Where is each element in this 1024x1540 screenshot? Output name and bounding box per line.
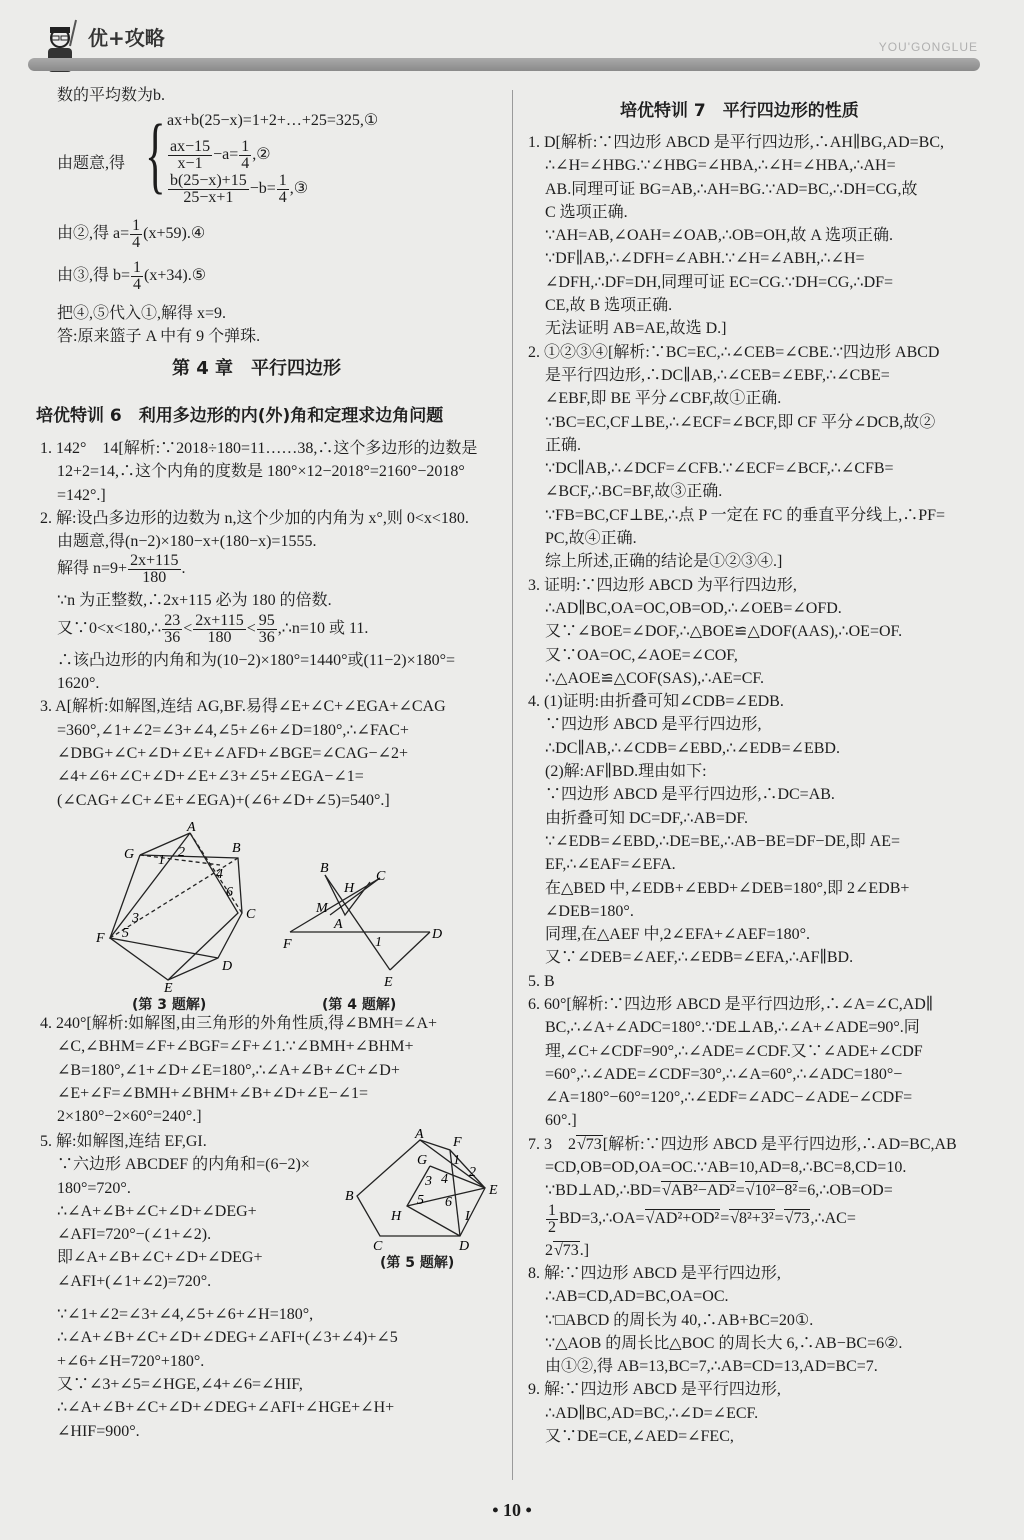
text-line: ∴该凸边形的内角和为(10−2)×180°=1440°或(11−2)×180°= (57, 651, 456, 669)
text-line: ∵△AOB 的周长比△BOC 的周长大 6,∴AB−BC=6②. (545, 1334, 903, 1352)
system-equations (167, 104, 378, 206)
text-line: 5. B (528, 972, 555, 990)
fig4-label: D (432, 927, 443, 942)
text-line: ∵∠1+∠2=∠3+∠4,∠5+∠6+∠H=180°, (57, 1306, 314, 1324)
text-line: 无法证明 AB=AE,故选 D.] (545, 320, 727, 338)
text-line: C 选项正确. (545, 203, 628, 221)
fraction (546, 1203, 558, 1236)
text-line: 同理,在△AEF 中,2∠EFA+∠AEF=180°. (545, 926, 811, 944)
text-line: ∴AB=CD,AD=BC,OA=OC. (545, 1288, 729, 1306)
fig5-label: 3 (425, 1174, 432, 1189)
text-line: ∴AD∥BC,AD=BC,∴∠D=∠ECF. (545, 1404, 759, 1422)
text-run: 7. 3 2 (528, 1135, 577, 1153)
brand-logo: 优+攻略 (88, 26, 165, 50)
text-line: 由①②,得 AB=13,BC=7,∴AB=CD=13,AD=BC=7. (545, 1358, 878, 1376)
fig5-label: G (417, 1153, 428, 1168)
denominator: 4 (133, 276, 142, 293)
text-line: EF,∴∠EAF=∠EFA. (545, 856, 676, 874)
system-equation (167, 138, 378, 172)
text-line: 答:原来篮子 A 中有 9 个弹珠. (57, 328, 261, 346)
fig3-label: 1 (158, 853, 165, 868)
text-run: ,∴n=10 或 11. (277, 619, 369, 637)
text-line: ∴∠A+∠B+∠C+∠D+∠DEG+∠AFI+(∠3+∠4)+∠5 (57, 1329, 398, 1347)
numerator: 1 (133, 259, 142, 276)
figure-5 (345, 1128, 505, 1252)
fig3-label: G (124, 847, 135, 862)
text-line: ∠A=180°−60°=120°,∴∠EDF=∠ADC−∠ADE−∠CDF= (545, 1089, 913, 1107)
fig3-label: A (187, 820, 196, 835)
text-line: 2. ①②③④[解析:∵BC=EC,∴∠CEB=∠CBE.∵四边形 ABCD (528, 343, 940, 361)
denominator: 36 (164, 628, 181, 646)
answers-section-7 (528, 131, 957, 1448)
brace-icon: { (145, 106, 166, 202)
header-tagline: YOU'GONGLUE (878, 40, 978, 54)
denominator: 25−x+1 (183, 188, 234, 206)
page-number: • 10 • (492, 1500, 532, 1520)
denominator: 180 (207, 628, 232, 646)
square-root: √ 73 (553, 1241, 580, 1259)
text-line: =60°,∴∠ADE=∠CDF=30°,∴∠A=60°,∴∠ADC=180°− (545, 1065, 903, 1083)
text-line: 9. 解:∵四边形 ABCD 是平行四边形, (528, 1381, 781, 1399)
text-line: ∵DF∥AB,∴∠DFH=∠ABH.∵∠H=∠ABH,∴∠H= (545, 250, 865, 268)
fraction (239, 139, 251, 172)
text-line (40, 553, 477, 589)
text-run: < (246, 619, 256, 637)
text-run: 由③,得 b= (57, 267, 131, 285)
denominator: 4 (241, 154, 250, 172)
text-line (528, 1133, 957, 1156)
text-run: 解得 n=9+ (57, 560, 128, 578)
text-run: ,② (252, 146, 271, 163)
text-line: 5. 解:如解图,连结 EF,GI. (40, 1133, 207, 1150)
text-line: 又∵∠BOE=∠DOF,∴△BOE≌△DOF(AAS),∴OE=OF. (545, 623, 903, 641)
section-title-7: 培优特训 7 平行四边形的性质 (620, 101, 859, 121)
text-line: 又∵OA=OC,∠AOE=∠COF, (545, 646, 738, 664)
text-line: 又∵∠DEB=∠AEF,∴∠EDB=∠EFA,∴AF∥BD. (545, 949, 854, 967)
fig4-label: E (384, 975, 393, 990)
text-line: ∠E+∠F=∠BMH+∠BHM+∠B+∠D+∠E−∠1= (57, 1084, 369, 1102)
fig3-label: 4 (216, 867, 223, 882)
text-line: ∠C,∠BHM=∠F+∠BGF=∠F+∠1.∵∠BMH+∠BHM+ (57, 1038, 414, 1056)
square-root: √ 10²−8² (745, 1181, 798, 1199)
fig5-label: D (459, 1239, 470, 1252)
text-line: ∵BC=EC,CF⊥BE,∴∠ECF=∠BCF,即 CF 平分∠DCB,故② (545, 413, 936, 431)
fraction (257, 613, 277, 646)
text-line: ∠BCF,∴BC=BF,故③正确. (545, 483, 723, 501)
figure-4-labels (282, 861, 442, 990)
numerator: 2x+115 (130, 552, 179, 570)
figure-4-caption: (第 4 题解) (322, 997, 397, 1013)
fig3-label: 5 (122, 926, 129, 941)
text-line: 由题意,得(n−2)×180−x+(180−x)=1555. (57, 533, 317, 551)
fig5-label: 5 (417, 1193, 424, 1208)
fig3-label: C (246, 907, 256, 922)
text-run: 又∵0<x<180,∴ (57, 619, 162, 637)
text-line: 又∵DE=CE,∠AED=∠FEC, (545, 1428, 734, 1446)
text-line: ∵六边形 ABCDEF 的内角和=(6−2)× (57, 1156, 310, 1174)
square-root: √ 8²+3² (729, 1209, 774, 1227)
denominator: 4 (278, 188, 287, 206)
text-line: ∵FB=BC,CF⊥BE,∴点 P 一定在 FC 的垂直平分线上,∴PF= (545, 506, 946, 524)
text-line (528, 1203, 957, 1239)
denominator: 2 (548, 1218, 556, 1236)
numerator: 2x+115 (195, 611, 244, 629)
numerator: 23 (164, 611, 181, 629)
text-line: ∠4+∠6+∠C+∠D+∠E+∠3+∠5+∠EGA−∠1= (57, 768, 364, 786)
text-line: ∠DFH,∴DF=DH,同理可证 EC=CG.∵DH=CG,∴DF= (545, 273, 894, 291)
fig3-label: D (222, 959, 233, 974)
text-line: PC,故④正确. (545, 530, 637, 548)
text-line: ∵DC∥AB,∴∠DCF=∠CFB.∵∠ECF=∠BCF,∴∠CFB= (545, 460, 894, 478)
denominator: 36 (258, 628, 275, 646)
text-line: 4. 240°[解析:如解图,由三角形的外角性质,得∠BMH=∠A+ (40, 1015, 438, 1032)
text-line: 4. (1)证明:由折叠可知∠CDB=∠EDB. (528, 693, 784, 711)
text-run: −b= (249, 180, 276, 197)
fraction (168, 139, 212, 172)
numerator: 1 (132, 217, 141, 234)
figure-3-labels (95, 820, 256, 995)
system-label: 由题意,得 (57, 155, 126, 172)
fig5-label: 6 (445, 1195, 452, 1210)
text-run: 由②,得 a= (57, 225, 130, 243)
answers-1-3 (40, 437, 477, 812)
text-line: ∴∠A+∠B+∠C+∠D+∠DEG+ (57, 1202, 257, 1220)
text-line: ∵□ABCD 的周长为 40,∴AB+BC=20①. (545, 1311, 814, 1329)
text-line: ∴∠A+∠B+∠C+∠D+∠DEG+∠AFI+∠HGE+∠H+ (57, 1399, 395, 1417)
numerator: 1 (278, 171, 287, 189)
text-line: ∠B=180°,∠1+∠D+∠E=180°,∴∠A+∠B+∠C+∠D+ (57, 1061, 400, 1079)
fig5-label: 4 (441, 1172, 448, 1187)
text-line: ∠DEB=180°. (545, 902, 634, 920)
text-line: (2)解:AF∥BD.理由如下: (545, 763, 707, 781)
text-line: =360°,∠1+∠2=∠3+∠4,∠5+∠6+∠D=180°,∴∠FAC+ (57, 721, 409, 739)
fig5-label: 2 (469, 1165, 476, 1180)
text-line: =CD,OB=OD,OA=OC.∵AB=10,AD=8,∴BC=8,CD=10. (545, 1159, 907, 1177)
denominator: 180 (142, 569, 167, 587)
fig5-label: B (345, 1189, 354, 1204)
fraction (130, 218, 142, 251)
text-line: ∴DC∥AB,∴∠CDB=∠EBD,∴∠EDB=∠EBD. (545, 739, 840, 757)
text-line: ∴AD∥BC,OA=OC,OB=OD,∴∠OEB=∠OFD. (545, 599, 842, 617)
fig5-label: E (489, 1183, 498, 1198)
figure-5-caption: (第 5 题解) (380, 1255, 455, 1271)
fraction (277, 173, 289, 206)
numerator: b(25−x)+15 (170, 171, 247, 189)
text-line: 由折叠可知 DC=DF,∴AB=DF. (545, 809, 749, 827)
text-line: ∵四边形 ABCD 是平行四边形,∴DC=AB. (545, 786, 835, 804)
text-line (57, 218, 260, 254)
figure-3-caption: (第 3 题解) (132, 997, 207, 1013)
text-line (528, 1239, 957, 1262)
answer-4 (40, 1012, 437, 1128)
fig3-label: 6 (226, 885, 233, 900)
text-line: ∵四边形 ABCD 是平行四边形, (545, 716, 762, 734)
text-line (40, 613, 477, 649)
fig5-label: H (391, 1209, 402, 1224)
fraction (168, 173, 249, 206)
text-line: 即∠A+∠B+∠C+∠D+∠DEG+ (57, 1249, 263, 1267)
fig3-label: B (232, 841, 241, 856)
text-line: 数的平均数为b. (57, 87, 166, 104)
text-run: .] (579, 1241, 590, 1259)
fraction (131, 260, 143, 293)
fig4-label: H (344, 881, 355, 896)
text-line: ∵n 为正整数,∴2x+115 必为 180 的倍数. (57, 592, 332, 610)
text-run: = (735, 1182, 745, 1200)
fig4-label: 1 (375, 935, 382, 950)
fig5-label: A (415, 1128, 424, 1142)
text-line: ∠AFI+(∠1+∠2)=720°. (57, 1272, 212, 1290)
fraction (128, 553, 180, 586)
section-title-6: 培优特训 6 利用多边形的内(外)角和定理求边角问题 (36, 406, 444, 426)
text-line: (∠CAG+∠C+∠E+∠EGA)+(∠6+∠D+∠5)=540°.] (57, 791, 390, 809)
text-run: [解析:∵四边形 ABCD 是平行四边形,∴AD=BC,AB (602, 1135, 957, 1153)
text-line: ∠HIF=900°. (57, 1422, 140, 1440)
text-run: 2 (545, 1241, 553, 1259)
fig4-label: C (376, 869, 386, 884)
fig3-label: E (164, 981, 173, 995)
fig5-label: I (465, 1209, 470, 1224)
text-run: ,③ (289, 180, 309, 197)
text-line: ∠AFI=720°−(∠1+∠2). (57, 1226, 212, 1244)
text-run: =6,∴OB=OD= (798, 1182, 893, 1200)
text-line: ∴∠H=∠HBG.∵∠HBG=∠HBA,∴∠H=∠HBA,∴AH= (545, 157, 896, 175)
text-run: . (181, 560, 186, 578)
text-line: 60°.] (545, 1112, 577, 1130)
text-line: 又∵∠3+∠5=∠HGE,∠4+∠6=∠HIF, (57, 1375, 303, 1393)
text-line: 8. 解:∵四边形 ABCD 是平行四边形, (528, 1264, 781, 1282)
system-equation (167, 104, 378, 138)
fig5-label: C (373, 1239, 383, 1252)
text-line: CE,故 B 选项正确. (545, 297, 673, 315)
fig4-label: M (316, 901, 328, 916)
text-line: BC,∴∠A+∠ADC=180°.∵DE⊥AB,∴∠A+∠ADE=90°.同 (545, 1019, 920, 1037)
text-line: 把④,⑤代入①,解得 x=9. (57, 305, 227, 322)
text-line: 1. D[解析:∵四边形 ABCD 是平行四边形,∴AH∥BG,AD=BC, (528, 134, 944, 151)
fig3-label: 2 (178, 845, 185, 860)
text-line: ∴△AOE≌△COF(SAS),∴AE=CF. (545, 669, 765, 687)
denominator: 4 (132, 234, 141, 251)
text-line: 2×180°−2×60°=240°.] (57, 1108, 202, 1126)
text-line: ∠DBG+∠C+∠D+∠E+∠AFD+∠BGE=∠CAG−∠2+ (57, 744, 409, 762)
text-line: 1620°. (57, 675, 100, 693)
text-line: 是平行四边形,∴DC∥AB,∴∠CEB=∠EBF,∴∠CBE= (545, 366, 890, 384)
figures-3-4 (80, 820, 500, 995)
numerator: 1 (241, 137, 250, 155)
text-line: 3. 证明:∵四边形 ABCD 为平行四边形, (528, 576, 797, 594)
figure-4 (290, 875, 430, 970)
text-line: ∵∠EDB=∠EBD,∴DE=BE,∴AB−BE=DF−DE,即 AE= (545, 832, 901, 850)
square-root: √ 73 (784, 1209, 811, 1227)
fig3-label: 3 (132, 911, 139, 926)
denominator: x−1 (177, 154, 203, 172)
text-line: 理,∠C+∠CDF=90°,∴∠ADE=∠CDF.又∵∠ADE+∠CDF (545, 1042, 923, 1060)
text-line: 在△BED 中,∠EDB+∠EBD+∠DEB=180°,即 2∠EDB+ (545, 879, 910, 897)
text-run: = (774, 1209, 784, 1227)
fig4-label: A (334, 917, 343, 932)
system-equation (167, 172, 378, 206)
text-line (57, 260, 260, 296)
text-run: ,∴AC= (810, 1209, 856, 1227)
square-root: √ AD²+OD² (645, 1209, 721, 1227)
text-run: = (720, 1209, 730, 1227)
text-line: ∠EBF,即 BE 平分∠CBF,故①正确. (545, 390, 782, 408)
text-run: < (183, 619, 193, 637)
square-root: √ 73 (576, 1135, 603, 1153)
column-divider (512, 90, 513, 1480)
numerator: ax−15 (170, 137, 211, 155)
text-line: 正确. (545, 436, 582, 454)
text-line: AB.同理可证 BG=AB,∴AH=BG.∵AD=BC,∴DH=CG,故 (545, 180, 918, 198)
text-line: 2. 解:设凸多边形的边数为 n,这个少加的内角为 x°,则 0<x<180. (40, 509, 469, 527)
text-line: ∵AH=AB,∠OAH=∠OAB,∴OB=OH,故 A 选项正确. (545, 227, 894, 245)
text-run: ax+b(25−x)=1+2+…+25=325,① (167, 112, 379, 129)
fraction (162, 613, 182, 646)
text-line: 6. 60°[解析:∵四边形 ABCD 是平行四边形,∴∠A=∠C,AD∥ (528, 995, 934, 1013)
left-derivation (57, 218, 260, 349)
fraction (193, 613, 245, 646)
text-run: (x+59).④ (143, 225, 206, 243)
text-line: 综上所述,正确的结论是①②③④.] (545, 553, 783, 571)
text-run: BD=3,∴OA= (559, 1209, 645, 1227)
text-run: −a= (213, 146, 239, 163)
text-line (528, 1179, 957, 1202)
square-root: √ AB²−AD² (661, 1181, 736, 1199)
text-run: ∵BD⊥AD,∴BD= (545, 1182, 661, 1200)
fig4-label: F (283, 937, 292, 952)
text-line: 12+2=14,∴这个内角的度数是 180°×12−2018°=2160°−2018° (57, 463, 465, 481)
text-line: 3. A[解析:如解图,连结 AG,BF.易得∠E+∠C+∠EGA+∠CAG (40, 698, 446, 716)
text-line: +∠6+∠H=720°+180°. (57, 1352, 205, 1370)
fig5-label: 1 (453, 1153, 460, 1168)
fig5-label: F (453, 1135, 462, 1150)
text-run: (x+34).⑤ (144, 267, 207, 285)
text-line: =142°.] (57, 486, 106, 504)
text-line: 1. 142° 14[解析:∵2018÷180=11……38,∴这个多边形的边数是 (40, 440, 478, 457)
fig3-label: F (96, 931, 105, 946)
fig4-label: B (320, 861, 329, 876)
numerator: 1 (548, 1201, 556, 1219)
chapter-title: 第 4 章 平行四边形 (172, 358, 342, 379)
text-line: 180°=720°. (57, 1179, 131, 1197)
header-bar (28, 58, 980, 71)
numerator: 95 (258, 611, 275, 629)
